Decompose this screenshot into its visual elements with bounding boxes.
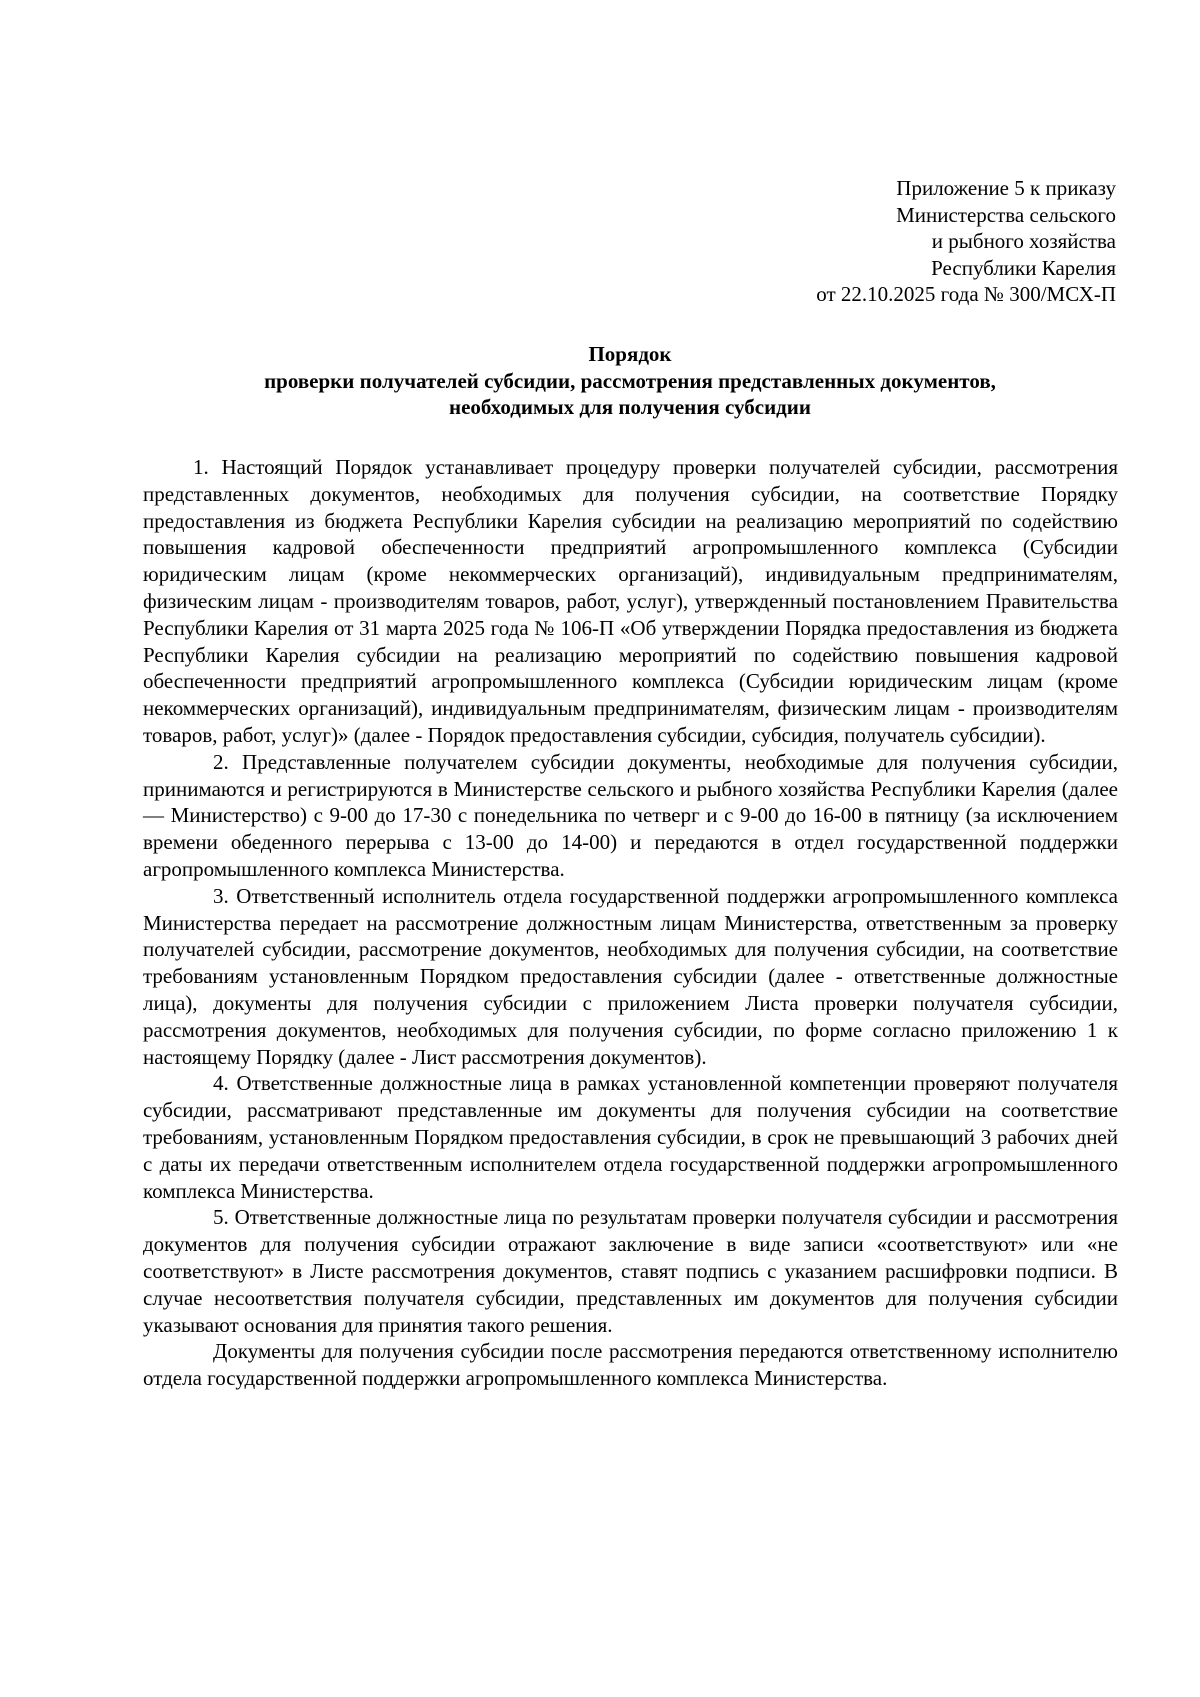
approval-line: Министерства сельского	[896, 202, 1116, 227]
approval-line: от 22.10.2025 года № 300/МСХ-П	[816, 282, 1116, 306]
document-body	[143, 454, 1118, 1392]
paragraph-4: 4. Ответственные должностные лица в рамках установленной компетенции проверяют получателя субсидии, рассматривают представленные им документы для получения субсидии на соответствие требованиям, установленным Порядком предоставления субсидии, в срок не превышающий 3 рабочих дней с даты их передачи ответственным исполнителем отдела государственной поддержки агропромышленного комплекса Министерства.	[143, 1071, 1118, 1203]
approval-block	[816, 175, 1116, 308]
title-line: необходимых для получения субсидии	[449, 395, 811, 419]
title-line: Порядок	[588, 342, 672, 366]
title-line: проверки получателей субсидии, рассмотрения представленных документов,	[264, 368, 996, 393]
paragraph-5: 5. Ответственные должностные лица по результатам проверки получателя субсидии и рассмотрения документов для получения субсидии отражают заключение в виде записи «соответствуют» или «не соответствуют» в Листе рассмотрения документов, ставят подпись с указанием расшифровки подписи. В случае несоответствия получателя субсидии, представленных им документов для получения субсидии указывают основания для принятия такого решения.	[143, 1205, 1118, 1337]
document-title	[140, 341, 1120, 421]
approval-line: Республики Карелия	[931, 255, 1116, 280]
approval-line: Приложение 5 к приказу	[896, 176, 1116, 200]
paragraph-1: 1. Настоящий Порядок устанавливает процедуру проверки получателей субсидии, рассмотрения представленных документов, необходимых для получения субсидии, на соответствие Порядку предоставления из бюджета Республики Карелия субсидии на реализацию мероприятий по содействию повышения кадровой обеспеченности предприятий агропромышленного комплекса (Субсидии юридическим лицам (кроме некоммерческих организаций), индивидуальным предпринимателям, физическим лицам - производителям товаров, работ, услуг), утвержденный постановлением Правительства Республики Карелия от 31 марта 2025 года № 106-П «Об утверждении Порядка предоставления из бюджета Республики Карелия субсидии на реализацию мероприятий по содействию повышения кадровой обеспеченности предприятий агропромышленного комплекса (Субсидии юридическим лицам (кроме некоммерческих организаций), индивидуальным предпринимателям, физическим лицам - производителям товаров, работ, услуг)» (далее - Порядок предоставления субсидии, субсидия, получатель субсидии).	[143, 455, 1118, 747]
paragraph-2: 2. Представленные получателем субсидии документы, необходимые для получения субсидии, принимаются и регистрируются в Министерстве сельского и рыбного хозяйства Республики Карелия (далее — Министерство) с 9-00 до 17-30 с понедельника по четверг и с 9-00 до 16-00 в пятницу (за исключением времени обеденного перерыва с 13-00 до 14-00) и передаются в отдел государственной поддержки агропромышленного комплекса Министерства.	[143, 749, 1118, 881]
paragraph-3: 3. Ответственный исполнитель отдела государственной поддержки агропромышленного комплекса Министерства передает на рассмотрение должностным лицам Министерства, ответственным за проверку получателей субсидии, рассмотрение документов, необходимых для получения субсидии, на соответствие требованиям установленным Порядком предоставления субсидии (далее - ответственные должностные лица), документы для получения субсидии с приложением Листа проверки получателя субсидии, рассмотрения документов, необходимых для получения субсидии, по форме согласно приложению 1 к настоящему Порядку (далее - Лист рассмотрения документов).	[143, 883, 1118, 1069]
paragraph-6: Документы для получения субсидии после рассмотрения передаются ответственному исполнителю отдела государственной поддержки агропромышленного комплекса Министерства.	[143, 1339, 1118, 1391]
approval-line: и рыбного хозяйства	[931, 229, 1116, 253]
